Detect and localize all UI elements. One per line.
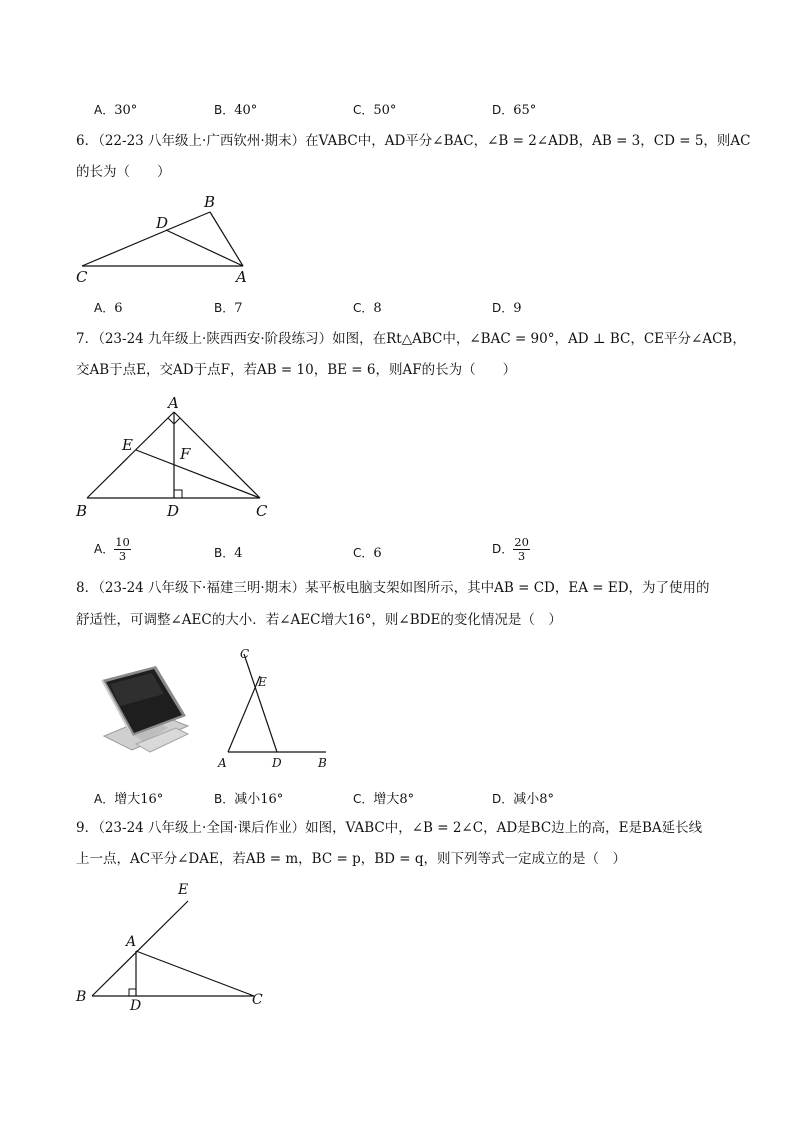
q8-label-e: E — [258, 675, 267, 689]
q9-label-c: C — [252, 992, 263, 1008]
q5-option-c: C．50° — [353, 103, 397, 118]
q6-option-c: C．8 — [353, 301, 382, 316]
q8-label-c: C — [240, 647, 250, 661]
q6-label-c: C — [76, 268, 88, 286]
q7-stem-line1: 7．（23-24 九年级上·陕西西安·阶段练习）如图，在Rt△ABC中，∠BAC = 90°，AD ⊥ BC，CE平分∠ACB， — [76, 331, 746, 347]
q6-stem-line1: 6．（22-23 八年级上·广西钦州·期末）在VABC中，AD平分∠BAC，∠B = 2∠ADB，AB = 3，CD = 5，则AC — [76, 133, 751, 149]
q8-option-b: B．减小16° — [214, 792, 284, 807]
q9-figure — [70, 876, 280, 1016]
q6-label-d: D — [156, 214, 169, 232]
q7-label-d: D — [167, 502, 180, 520]
q5-option-b: B．40° — [214, 103, 258, 118]
q7-figure — [70, 388, 290, 523]
q6-option-b: B．7 — [214, 301, 243, 316]
q8-option-c: C．增大8° — [353, 792, 415, 807]
q8-stem-line2: 舒适性，可调整∠AEC的大小．若∠AEC增大16°，则∠BDE的变化情况是（ ） — [76, 612, 562, 628]
q7-label-a: A — [168, 394, 179, 412]
q8-option-a: A．增大16° — [94, 792, 164, 807]
q7-option-d: D． $\frac{20}{3}$ — [492, 535, 529, 563]
q7-label-f: F — [180, 445, 191, 463]
q5-option-a: A．30° — [94, 103, 138, 118]
q7-option-a: A． $\frac{10}{3}$ — [94, 535, 130, 563]
q8-label-b: B — [318, 756, 327, 770]
q9-label-b: B — [76, 989, 87, 1005]
q8-label-d: D — [272, 756, 282, 770]
q6-label-a: A — [236, 268, 247, 286]
q5-option-d: D．65° — [492, 103, 537, 118]
q7-option-b: B．4 — [214, 546, 243, 561]
q6-figure — [70, 190, 270, 290]
q9-stem-line1: 9．（23-24 八年级上·全国·课后作业）如图，VABC中，∠B = 2∠C，AD是BC边上的高，E是BA延长线 — [76, 820, 703, 836]
q9-stem-line2: 上一点，AC平分∠DAE，若AB = m，BC = p，BD = q，则下列等式一定成立的是（ ） — [76, 851, 626, 867]
q9-label-a: A — [126, 934, 137, 950]
q6-option-d: D．9 — [492, 301, 522, 316]
tablet-stand-photo — [96, 664, 196, 756]
q9-label-d: D — [130, 998, 142, 1014]
q7-label-b: B — [76, 502, 88, 520]
q8-figure — [210, 640, 335, 775]
q6-stem-line2: 的长为（ ） — [76, 164, 171, 180]
q7-label-e: E — [122, 436, 133, 454]
q6-option-a: A．6 — [94, 301, 123, 316]
q9-label-e: E — [178, 882, 189, 898]
q8-label-a: A — [218, 756, 227, 770]
q7-option-c: C．6 — [353, 546, 382, 561]
q6-label-b: B — [204, 193, 216, 211]
q7-label-c: C — [256, 502, 268, 520]
q7-stem-line2: 交AB于点E，交AD于点F，若AB = 10，BE = 6，则AF的长为（ ） — [76, 362, 517, 378]
q8-option-d: D．减小8° — [492, 792, 555, 807]
q8-stem-line1: 8．（23-24 八年级下·福建三明·期末）某平板电脑支架如图所示，其中AB = CD，EA = ED，为了使用的 — [76, 580, 710, 596]
